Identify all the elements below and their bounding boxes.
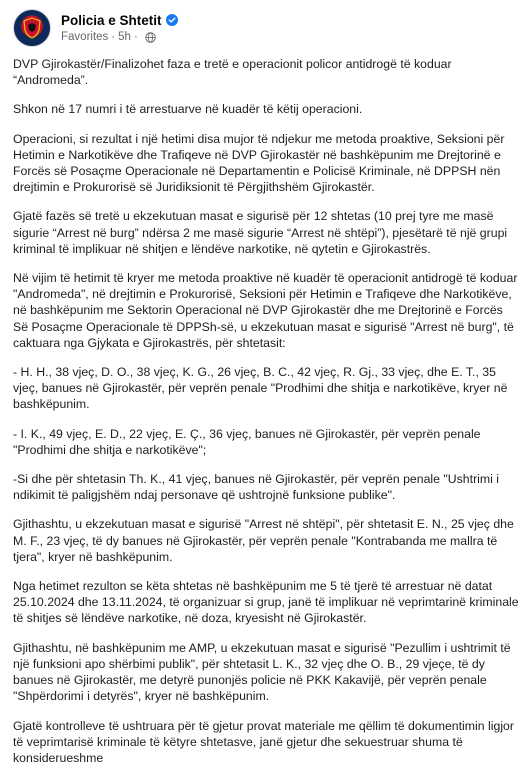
post-paragraph: Gjatë fazës së tretë u ekzekutuan masat e sigurisë për 12 shtetas (10 prej tyre me masë sigurie “Arrest në burg” ndërsa 2 me masë sigurie “Arrest në shtëpi”), pjesëtarë të një grupi kriminal të implikuar në shitjen e lëndëve narkotike, në qytetin e Gjirokastrës. [13,209,508,256]
post-paragraph: DVP Gjirokastër/Finalizohet faza e tretë e operacionit policor antidrogë të koduar “Andromeda”. [13,57,452,88]
post-time[interactable]: 5h [118,31,131,43]
post-meta [61,11,178,45]
verified-badge-icon [166,14,178,26]
post-paragraph: Gjithashtu, u ekzekutuan masat e sigurisë "Arrest në shtëpi", për shtetasit E. N., 25 vjeç dhe M. F., 23 vjeç, të dy banues në Gjirokastër, për veprën penale "Kontrabanda me mallra të tjera", kryer në bashkëpunim. [13,517,514,564]
globe-icon [145,32,156,43]
post-paragraph: Operacioni, si rezultat i një hetimi disa mujor të ndjekur me metoda proaktive, Seksioni për Hetimin e Narkotikëve dhe Trafiqeve në DVP Gjirokastër në bashkëpunim me Drejtorinë e Forcës së Posaçme Operacionale në Departamentin e Policisë Kriminale, në DPPSH nën drejtimin e Prokurorisë së Juridiksionit të Përgjithshëm Gjirokastër. [13,131,505,195]
post-paragraph: Gjithashtu, në bashkëpunim me AMP, u ekzekutuan masat e sigurisë "Pezullim i ushtrimit të një funksioni apo shërbimi publik", për shtetasit L. K., 32 vjeç dhe O. B., 29 vjeçe, të dy banues në Gjirokastër, me detyrë punonjës policie në PKK Kakavijë, për veprën penale "Shpërdorimi i detyrës", kryer në bashkëpunim. [13,640,511,704]
avatar[interactable] [13,9,51,47]
post-paragraph: - H. H., 38 vjeç, D. O., 38 vjeç, K. G., 26 vjeç, B. C., 42 vjeç, R. Gj., 33 vjeç, dhe E. T., 35 vjeç, banues në Gjirokastër, për veprën penale "Prodhimi dhe shitja e narkotikëve, kryer në bashkëpunim. [13,365,508,412]
meta-separator: · [133,31,138,43]
post-paragraph: - I. K., 49 vjeç, E. D., 22 vjeç, E. Ç., 36 vjeç, banues në Gjirokastër, për veprën penale "Prodhimi dhe shitja e narkotikëve"; [13,426,481,457]
post-paragraph: -Si dhe për shtetasin Th. K., 41 vjeç, banues në Gjirokastër, për veprën penale "Ushtrimi i ndikimit të paligjshëm ndaj personave që ushtrojnë funksione publike". [13,472,500,503]
post-paragraph: Gjatë kontrolleve të ushtruara për të gjetur provat materiale me qëllim të dokumentimin ligjor të veprimtarisë kriminale të këtyre shtetasve, janë gjetur dhe sekuestruar shuma të konsiderueshme [13,718,514,765]
meta-separator: · [111,31,116,43]
post-paragraph: Nga hetimet rezulton se këta shtetas në bashkëpunim me 5 të tjerë të arrestuar në datat 25.10.2024 dhe 13.11.2024, të organizuar si grup, janë të implikuar në veprimtarinë kriminale të shitjes së lëndëve narkotike, në doza, kryesisht në Gjirokastër. [13,579,519,626]
page-name[interactable]: Policia e Shtetit [61,12,162,28]
post-text [13,56,519,779]
police-emblem-icon [22,17,42,39]
audience-label: Favorites [61,31,109,43]
post-paragraph: Në vijim të hetimit të kryer me metoda proaktive në kuadër të operacionit antidrogë të koduar "Andromeda", në drejtimin e Prokurorisë, Seksioni për Hetimin e Trafiqeve dhe Narkotikëve, në bashkëpunim me Sektorin Operacional në DVP Gjirokastër dhe me Drejtorinë e Forcës Së Posaçme Operacionale të DPPSh-së, u ekzekutuan masat e sigurisë "Arrest në burg", të caktuara nga Gjykata e Gjirokastrës, për shtetasit: [13,271,518,350]
post-header [13,8,178,48]
post-paragraph: Shkon në 17 numri i të arrestuarve në kuadër të këtij operacioni. [13,102,363,117]
